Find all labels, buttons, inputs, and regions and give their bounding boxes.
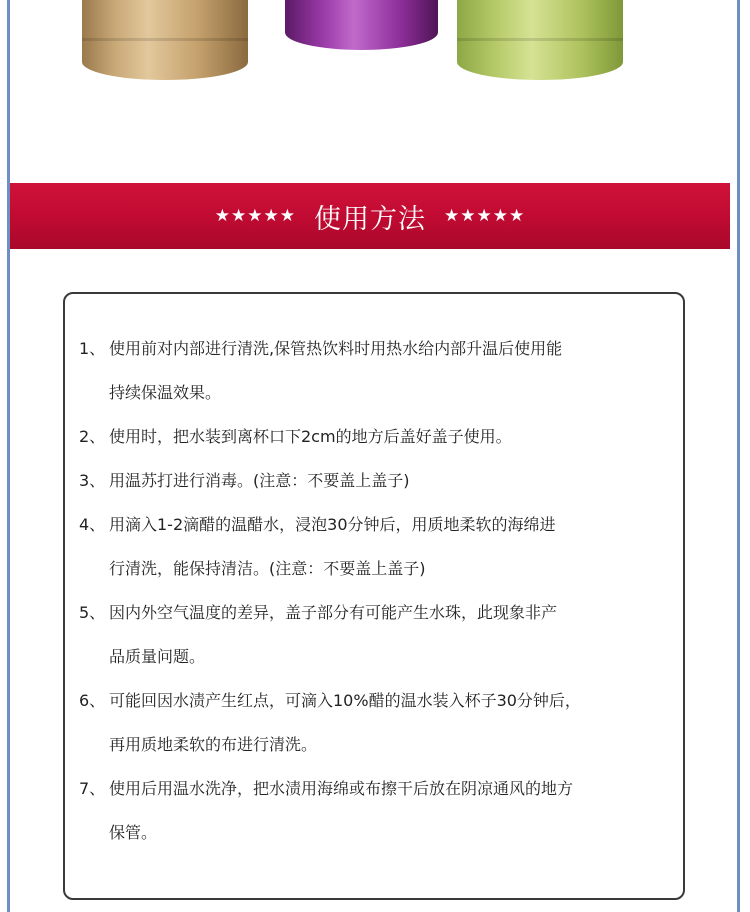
step-number: 1、 [79,339,106,358]
step-text-continued: 品质量问题。 [109,647,206,666]
purple-cup-image [285,0,438,50]
step-4 [79,503,679,591]
step-number: 5、 [79,603,106,622]
cup-band [82,38,248,41]
step-text-continued: 持续保温效果。 [109,383,222,402]
step-number: 7、 [79,779,106,798]
cup-band [457,38,623,41]
step-text: 使用时，把水装到离杯口下2cm的地方后盖好盖子使用。 [109,427,512,446]
step-text-continued: 再用质地柔软的布进行清洗。 [109,735,318,754]
step-5 [79,591,679,679]
step-text-continued: 行清洗，能保持清洁。(注意：不要盖上盖子) [109,559,426,578]
star-icons-right: ★★★★★ [444,206,526,226]
step-number: 2、 [79,427,106,446]
star-icons-left: ★★★★★ [214,206,296,226]
section-title: 使用方法 [314,203,426,235]
step-number: 3、 [79,471,106,490]
step-text-continued: 保管。 [109,823,158,842]
step-text: 用温苏打进行消毒。(注意：不要盖上盖子) [109,471,410,490]
product-image [10,0,737,100]
step-2 [79,415,679,459]
step-7 [79,767,679,855]
section-title-band [10,183,730,249]
step-3 [79,459,679,503]
green-cup-image [457,0,623,80]
step-1 [79,327,679,415]
step-text: 使用后用温水洗净，把水渍用海绵或布擦干后放在阴凉通风的地方 [109,779,574,798]
step-number: 6、 [79,691,106,710]
gold-cup-image [82,0,248,80]
step-text: 因内外空气温度的差异，盖子部分有可能产生水珠，此现象非产 [109,603,558,622]
step-text: 使用前对内部进行清洗,保管热饮料时用热水给内部升温后使用能 [109,339,563,358]
step-number: 4、 [79,515,106,534]
step-text: 可能回因水渍产生红点，可滴入10%醋的温水装入杯子30分钟后， [109,691,581,710]
step-6 [79,679,679,767]
step-text: 用滴入1-2滴醋的温醋水，浸泡30分钟后，用质地柔软的海绵进 [109,515,556,534]
